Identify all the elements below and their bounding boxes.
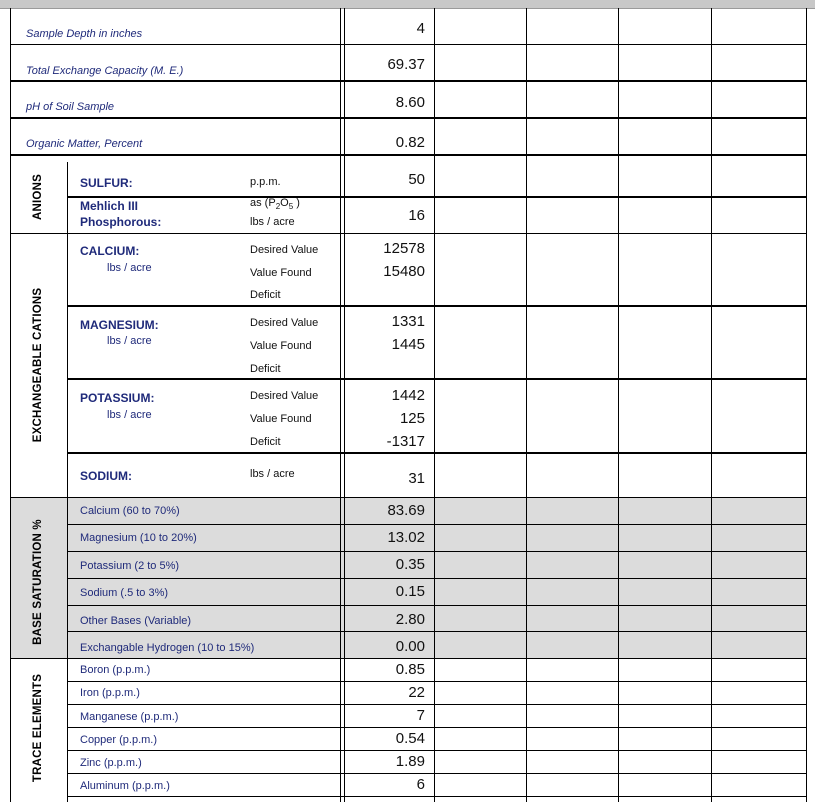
value-exchange-capacity: 69.37 (387, 56, 425, 73)
trace-value-copper: 0.54 (395, 730, 425, 747)
row-line (10, 154, 807, 156)
potassium-desired-value: 1442 (391, 387, 425, 404)
grid-right-border (806, 8, 807, 802)
sublabel-potassium: lbs / acre (107, 409, 152, 421)
magnesium-found-label: Value Found (250, 340, 312, 352)
magnesium-desired-label: Desired Value (250, 317, 319, 329)
trace-value-boron: 0.85 (395, 661, 425, 678)
value-ph: 8.60 (395, 94, 425, 111)
trace-label-manganese: Manganese (p.p.m.) (80, 711, 179, 723)
row-label-ph: pH of Soil Sample (26, 101, 115, 113)
row-line (10, 117, 807, 119)
label-magnesium: MAGNESIUM: (80, 318, 159, 332)
grid-col-3 (618, 8, 619, 802)
trace-value-manganese: 7 (416, 707, 425, 724)
unit-phosphorous-formula: as ($P_2O_5$ ) (250, 197, 300, 212)
section-title-trace-elements: TRACE ELEMENTS (32, 673, 44, 783)
potassium-desired-label: Desired Value (250, 390, 319, 402)
row-line (67, 727, 807, 728)
base-sat-value-other: 2.80 (395, 611, 425, 628)
row-line (67, 631, 807, 632)
base-sat-value-magnesium: 13.02 (387, 529, 425, 546)
base-sat-label-potassium: Potassium (2 to 5%) (80, 560, 180, 572)
section-title-anions: ANIONS (32, 174, 44, 220)
magnesium-desired-value: 1331 (391, 313, 425, 330)
potassium-deficit-value: -1317 (386, 433, 425, 450)
base-sat-label-hydrogen: Exchangable Hydrogen (10 to 15%) (80, 642, 255, 654)
calcium-found-value: 15480 (383, 263, 425, 280)
trace-value-aluminum: 6 (416, 776, 425, 793)
section-title-base-saturation: BASE SATURATION % (32, 519, 44, 645)
grid-section-divider (67, 162, 68, 802)
base-sat-label-other: Other Bases (Variable) (80, 615, 192, 627)
grid-left-border (10, 8, 11, 802)
base-sat-label-sodium: Sodium (.5 to 3%) (80, 587, 169, 599)
label-potassium: POTASSIUM: (80, 391, 155, 405)
row-label-sample-depth: Sample Depth in inches (26, 28, 143, 40)
row-line (10, 658, 807, 659)
base-sat-label-magnesium: Magnesium (10 to 20%) (80, 532, 197, 544)
row-line (10, 233, 807, 234)
grid-col-4 (711, 8, 712, 802)
trace-label-zinc: Zinc (p.p.m.) (80, 757, 142, 769)
window-top-bar (0, 0, 815, 9)
value-organic-matter: 0.82 (395, 134, 425, 151)
trace-label-iron: Iron (p.p.m.) (80, 687, 140, 699)
label-sulfur: SULFUR: (80, 176, 133, 190)
base-sat-value-sodium: 0.15 (395, 583, 425, 600)
row-line (67, 681, 807, 682)
sublabel-calcium: lbs / acre (107, 262, 152, 274)
calcium-found-label: Value Found (250, 267, 312, 279)
row-line (10, 497, 807, 498)
calcium-deficit-label: Deficit (250, 289, 281, 301)
trace-label-copper: Copper (p.p.m.) (80, 734, 158, 746)
trace-label-boron: Boron (p.p.m.) (80, 664, 151, 676)
label-sodium: SODIUM: (80, 469, 132, 483)
row-line (67, 605, 807, 606)
row-line (67, 578, 807, 579)
row-line (67, 704, 807, 705)
magnesium-found-value: 1445 (391, 336, 425, 353)
label-phosphorous: Phosphorous: (80, 215, 162, 229)
grid-col-2 (526, 8, 527, 802)
potassium-found-label: Value Found (250, 413, 312, 425)
row-line (67, 551, 807, 552)
section-title-exchangeable-cations: EXCHANGEABLE CATIONS (32, 287, 44, 443)
unit-sodium: lbs / acre (250, 468, 295, 480)
row-line (67, 196, 807, 198)
sublabel-magnesium: lbs / acre (107, 335, 152, 347)
magnesium-deficit-label: Deficit (250, 363, 281, 375)
row-line (67, 524, 807, 525)
base-sat-label-calcium: Calcium (60 to 70%) (80, 505, 180, 517)
unit-sulfur: p.p.m. (250, 176, 281, 188)
row-line (10, 80, 807, 82)
row-line (67, 750, 807, 751)
base-sat-value-hydrogen: 0.00 (395, 638, 425, 655)
trace-value-iron: 22 (408, 684, 425, 701)
potassium-found-value: 125 (399, 410, 425, 427)
trace-label-aluminum: Aluminum (p.p.m.) (80, 780, 170, 792)
value-sodium: 31 (408, 470, 425, 487)
row-label-organic-matter: Organic Matter, Percent (26, 138, 143, 150)
trace-value-zinc: 1.89 (395, 753, 425, 770)
unit-phosphorous-lbs: lbs / acre (250, 216, 295, 228)
potassium-deficit-label: Deficit (250, 436, 281, 448)
row-line (67, 305, 807, 307)
grid-col-1 (434, 8, 435, 802)
grid-double-line-a (340, 8, 341, 802)
row-line (67, 773, 807, 774)
row-line (67, 452, 807, 454)
value-sample-depth: 4 (416, 20, 425, 37)
value-sulfur: 50 (408, 171, 425, 188)
row-line (67, 378, 807, 380)
row-label-exchange-capacity: Total Exchange Capacity (M. E.) (26, 65, 184, 77)
label-mehlich: Mehlich III (80, 199, 139, 213)
value-phosphorous: 16 (408, 207, 425, 224)
calcium-desired-label: Desired Value (250, 244, 319, 256)
label-calcium: CALCIUM: (80, 244, 140, 258)
base-sat-value-potassium: 0.35 (395, 556, 425, 573)
row-line (67, 796, 807, 797)
calcium-desired-value: 12578 (383, 240, 425, 257)
grid-double-line-b (344, 8, 345, 802)
row-line (10, 44, 807, 45)
base-sat-value-calcium: 83.69 (387, 502, 425, 519)
